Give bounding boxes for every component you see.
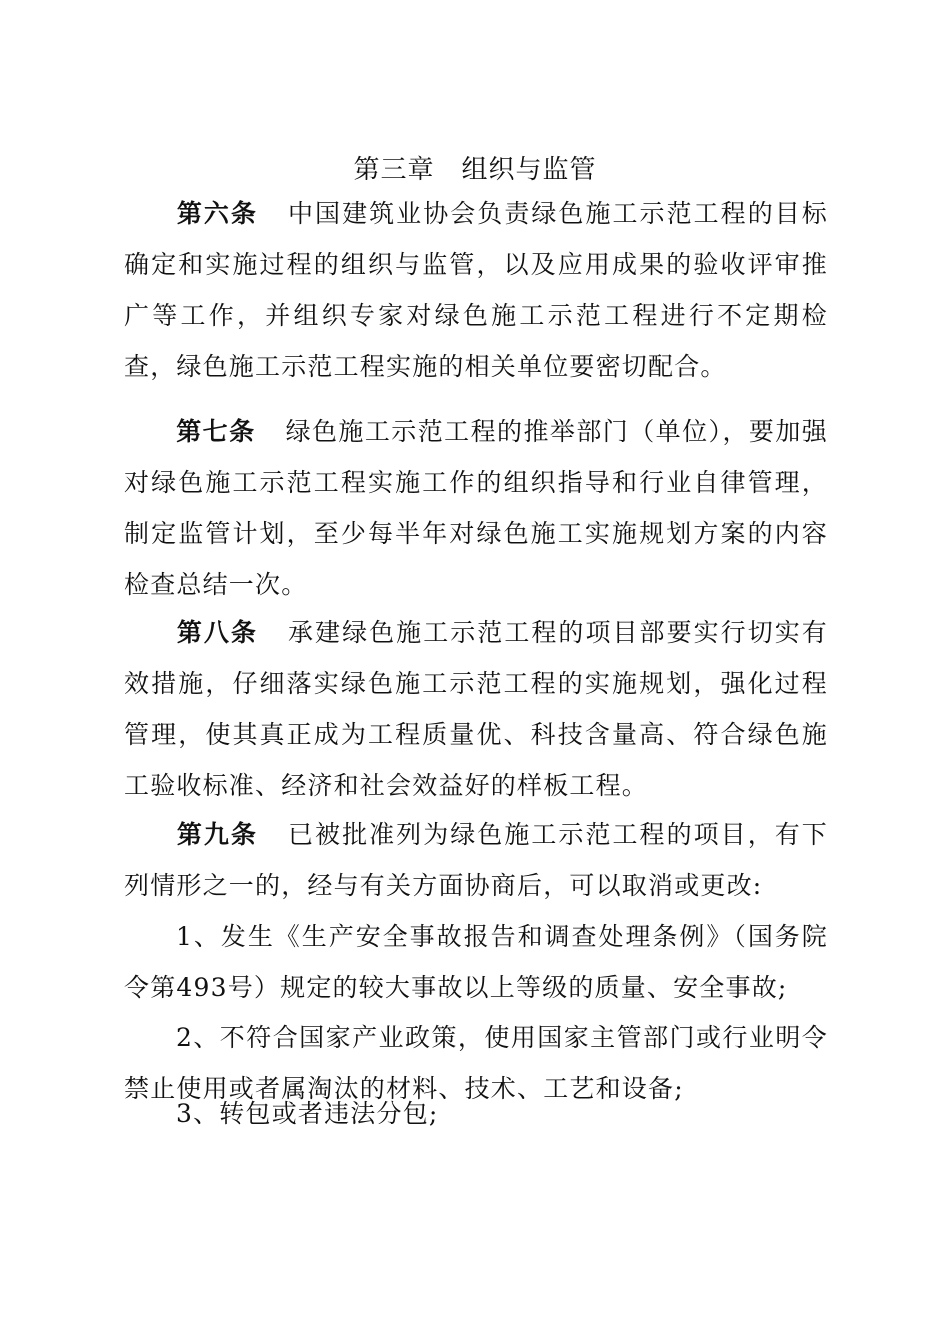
article-9 bbox=[124, 809, 828, 911]
article-text: 承建绿色施工示范工程的项目部要实行切实有效措施，仔细落实绿色施工示范工程的实施规划，强化过程管理，使其真正成为工程质量优、科技含量高、符合绿色施工验收标准、经济和社会效益好的样板工程。 bbox=[124, 618, 828, 800]
list-item-text: 1、发生《生产安全事故报告和调查处理条例》（国务院令第493号）规定的较大事故以上等级的质量、安全事故; bbox=[124, 922, 828, 1002]
article-number: 第七条 bbox=[176, 417, 256, 446]
chapter-title: 第三章 组织与监管 bbox=[353, 155, 597, 185]
article-number: 第六条 bbox=[176, 199, 258, 228]
list-item-1 bbox=[124, 911, 828, 1013]
list-item-text: 2、不符合国家产业政策，使用国家主管部门或行业明令禁止使用或者属淘汰的材料、技术、工艺和设备; bbox=[124, 1023, 828, 1103]
article-8 bbox=[124, 607, 828, 811]
list-item-3 bbox=[124, 1088, 828, 1139]
article-text: 绿色施工示范工程的推举部门（单位），要加强对绿色施工示范工程实施工作的组织指导和行业自律管理，制定监管计划，至少每半年对绿色施工实施规划方案的内容检查总结一次。 bbox=[124, 417, 829, 599]
article-6 bbox=[124, 188, 828, 392]
article-text: 中国建筑业协会负责绿色施工示范工程的目标确定和实施过程的组织与监管，以及应用成果的验收评审推广等工作，并组织专家对绿色施工示范工程进行不定期检查，绿色施工示范工程实施的相关单位要密切配合。 bbox=[124, 199, 828, 381]
article-number: 第九条 bbox=[176, 820, 258, 849]
list-item-text: 3、转包或者违法分包; bbox=[176, 1099, 439, 1128]
article-text: 已被批准列为绿色施工示范工程的项目，有下列情形之一的，经与有关方面协商后，可以取消或更改: bbox=[124, 820, 828, 900]
article-7 bbox=[124, 406, 828, 610]
article-number: 第八条 bbox=[176, 618, 258, 647]
